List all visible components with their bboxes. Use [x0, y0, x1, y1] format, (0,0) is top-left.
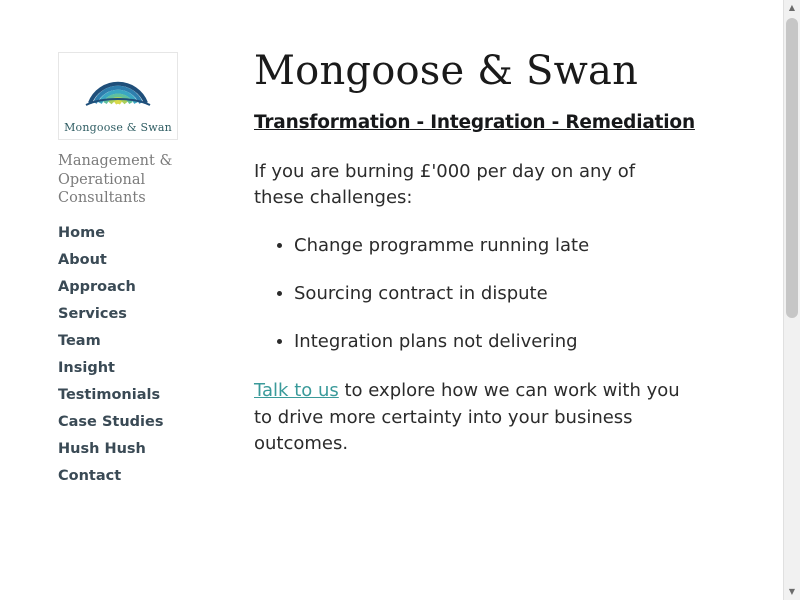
main-content — [254, 48, 724, 475]
logo-wordmark: Mongoose & Swan — [64, 121, 172, 134]
nav-item-team[interactable]: Team — [58, 332, 101, 349]
nav-item-approach[interactable]: Approach — [58, 278, 136, 295]
nav-item-home[interactable]: Home — [58, 224, 106, 241]
strapline: Transformation - Integration - Remediation — [254, 112, 695, 133]
nav-item-about[interactable]: About — [58, 251, 107, 268]
scroll-down-icon[interactable]: ▼ — [784, 584, 800, 600]
vertical-scrollbar[interactable] — [783, 0, 800, 600]
closing-paragraph — [254, 378, 699, 457]
site-logo[interactable] — [58, 52, 178, 140]
site-tagline: Management & Operational Consultants — [58, 153, 173, 207]
list-item: • Change programme running late — [294, 234, 724, 258]
scrollbar-thumb[interactable] — [786, 18, 798, 318]
scroll-up-icon[interactable]: ▲ — [784, 0, 800, 16]
nav-item-contact[interactable]: Contact — [58, 467, 122, 484]
list-item: • Sourcing contract in dispute — [294, 282, 724, 306]
nav-item-testimonials[interactable]: Testimonials — [58, 386, 161, 403]
nav-item-services[interactable]: Services — [58, 305, 127, 322]
lede-paragraph: If you are burning £'000 per day on any of these challenges: — [254, 161, 636, 209]
main-navigation — [58, 220, 233, 490]
sidebar — [58, 52, 233, 490]
mongoose-swan-logo-icon — [82, 53, 154, 111]
page-title: Mongoose & Swan — [254, 48, 639, 94]
challenges-list — [254, 234, 724, 355]
nav-item-hush-hush[interactable]: Hush Hush — [58, 440, 146, 457]
nav-item-insight[interactable]: Insight — [58, 359, 115, 376]
list-item: • Integration plans not delivering — [294, 330, 724, 354]
talk-to-us-link[interactable]: Talk to us — [254, 380, 339, 402]
nav-item-case-studies[interactable]: Case Studies — [58, 413, 164, 430]
closing-text: to explore how we can work with you to drive more certainty into your business outcomes. — [254, 380, 680, 454]
